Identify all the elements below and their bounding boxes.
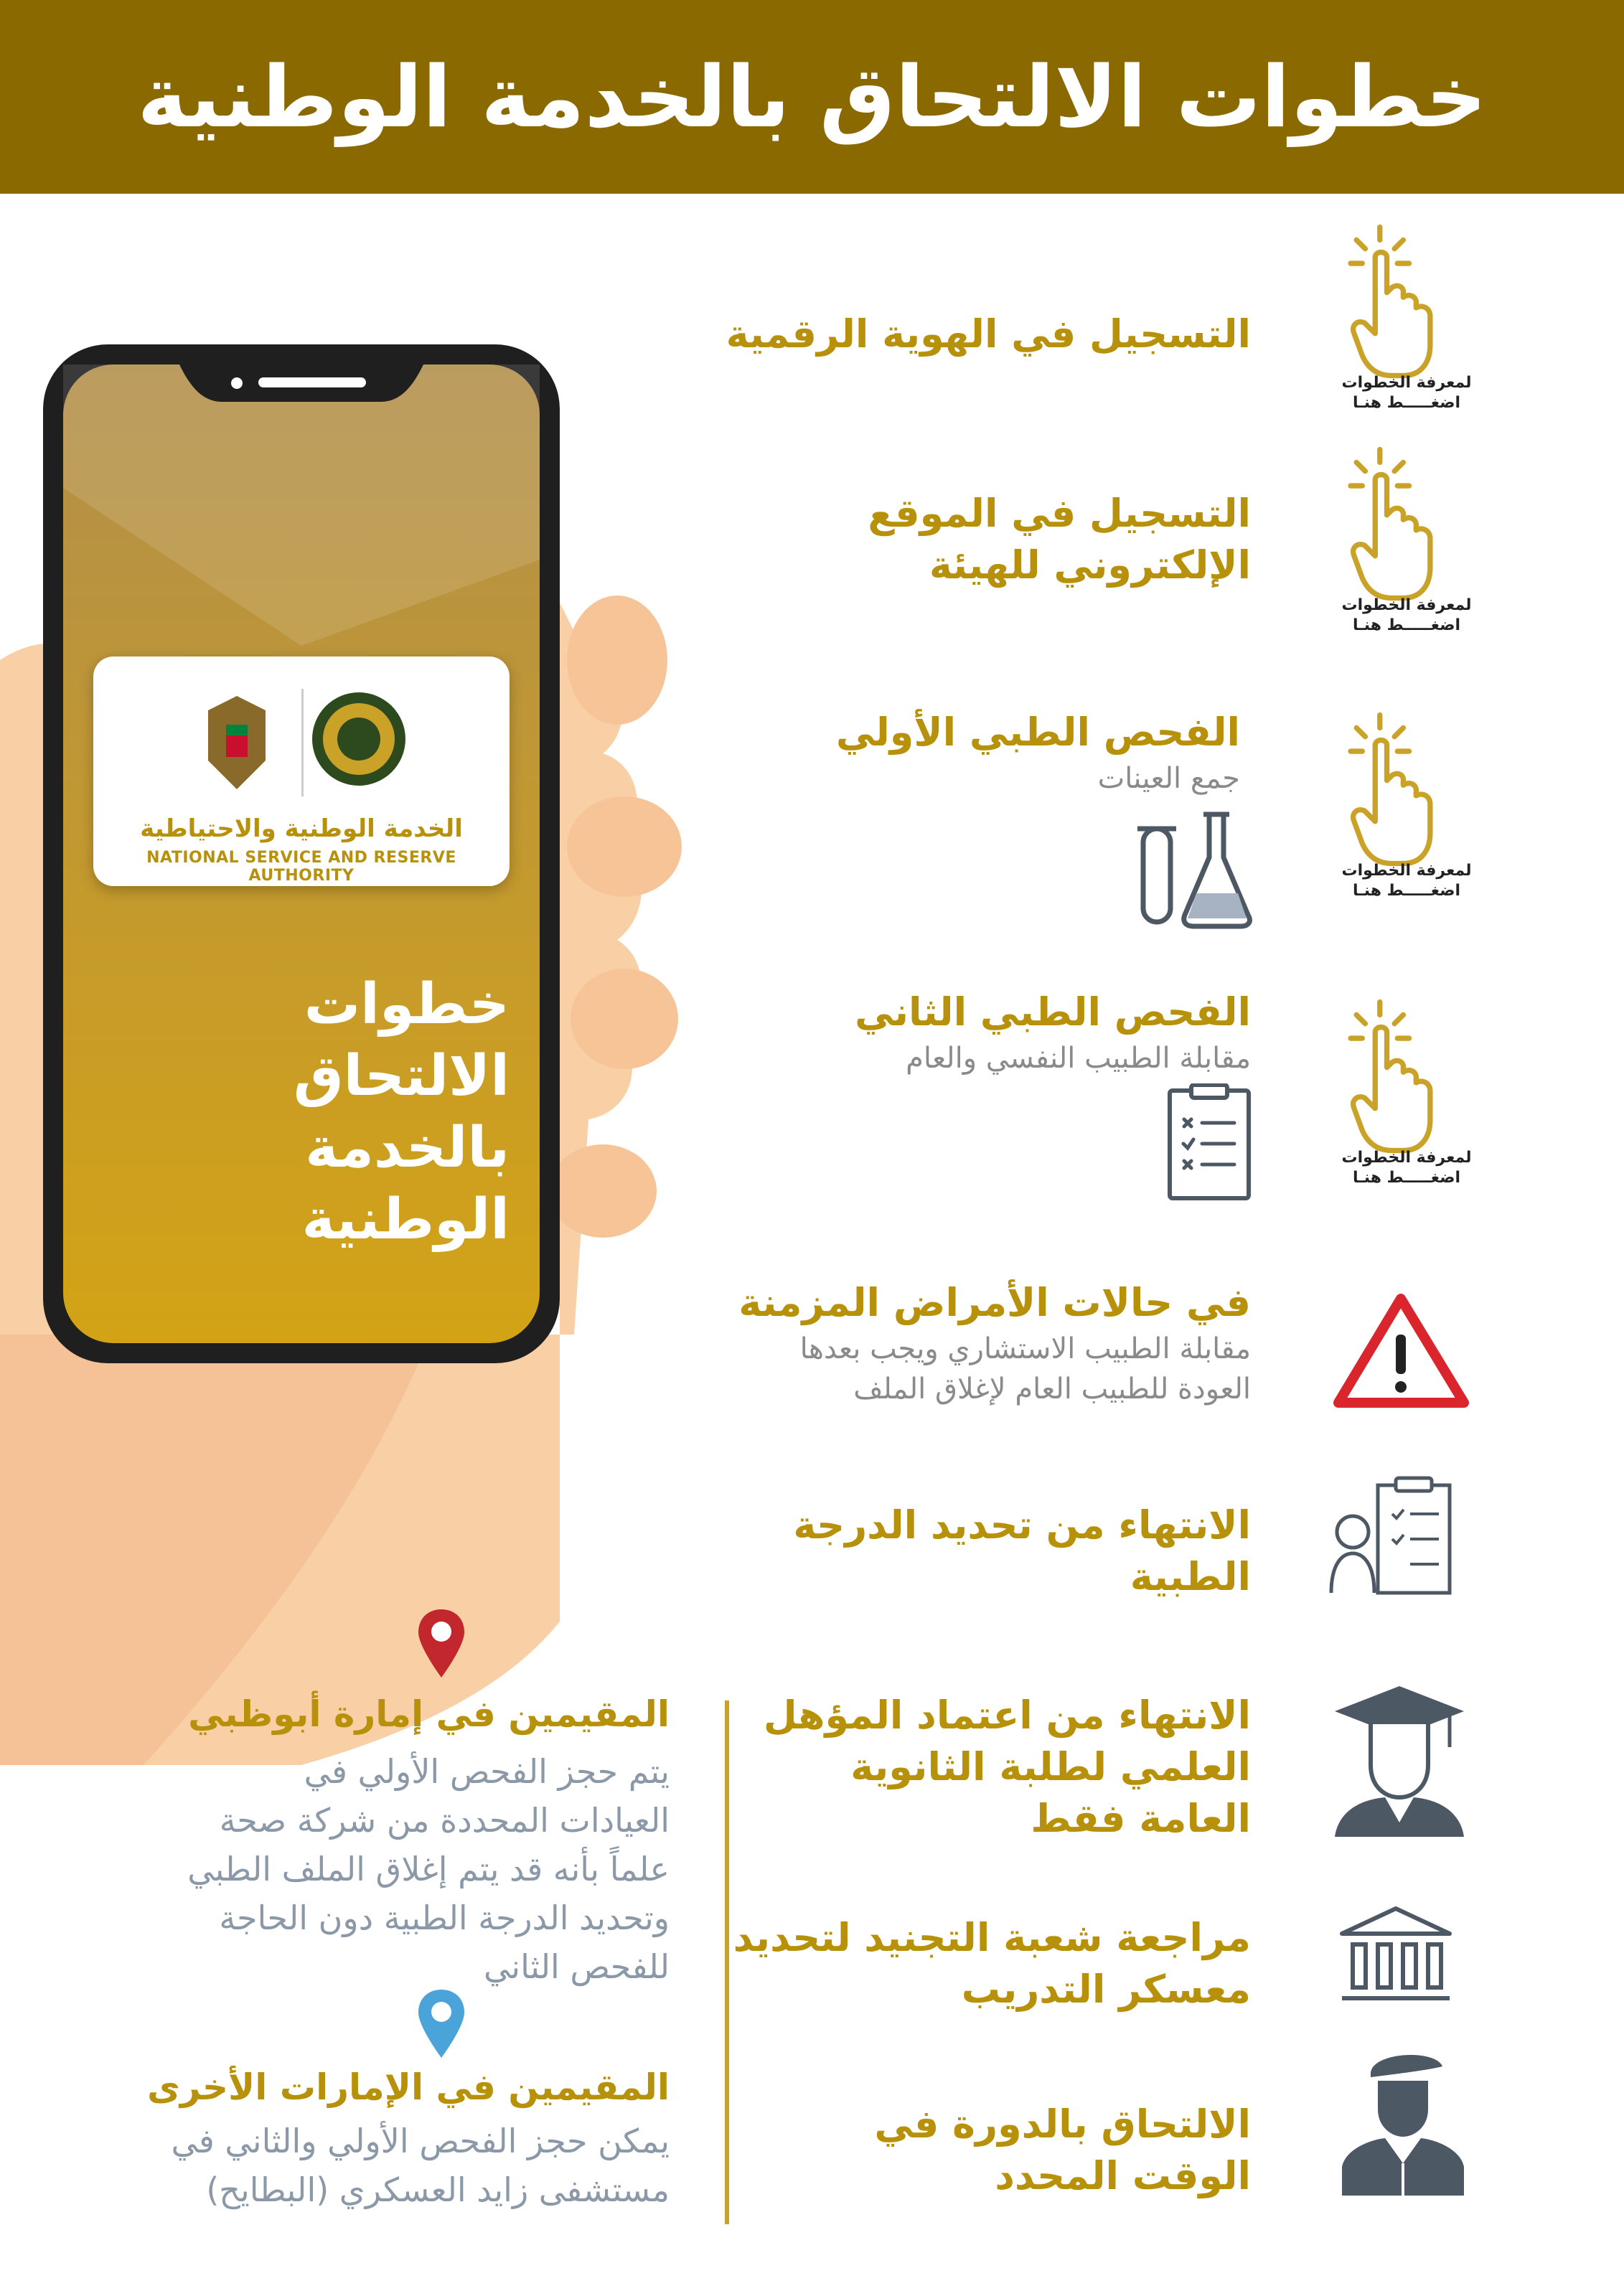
hand-click-icon[interactable] bbox=[1324, 222, 1453, 380]
click-hint[interactable]: لمعرفة الخطوات اضغـــــط هنـا bbox=[1341, 374, 1472, 412]
lab-flask-icon bbox=[1137, 807, 1252, 929]
graduate-icon bbox=[1331, 1679, 1468, 1837]
phone-screen-title: خطوات الالتحاق بالخدمة الوطنية bbox=[293, 972, 510, 1252]
abudhabi-title: المقيمين في إمارة أبوظبي bbox=[188, 1693, 670, 1735]
authority-name-ar: الخدمة الوطنية والاحتياطية bbox=[140, 814, 463, 843]
step-digital-id: التسجيل في الهوية الرقمية bbox=[726, 311, 1251, 357]
hand-click-icon[interactable] bbox=[1324, 445, 1453, 603]
authority-logo-card bbox=[93, 657, 510, 886]
click-hint[interactable]: لمعرفة الخطوات اضغـــــط هنـا bbox=[1341, 862, 1472, 900]
vertical-divider bbox=[725, 1700, 729, 2224]
step-website-registration: التسجيل في الموقع الإلكتروني للهيئة bbox=[868, 491, 1251, 588]
abudhabi-text: يتم حجز الفحص الأولي في العيادات المحددة من شركة صحة علماً بأنه قد يتم إغلاق الملف الطبي وتحديد الدرجة الطبية دون الحاجة للفحص الثاني bbox=[187, 1752, 670, 1986]
page-header bbox=[0, 0, 1624, 194]
click-hint[interactable]: لمعرفة الخطوات اضغـــــط هنـا bbox=[1341, 596, 1472, 634]
other-emirates-title: المقيمين في الإمارات الأخرى bbox=[147, 2066, 670, 2108]
location-pin-red-icon bbox=[416, 1607, 466, 1679]
other-emirates-text: يمكن حجز الفحص الأولي والثاني في مستشفى زايد العسكري (البطايح) bbox=[171, 2122, 670, 2209]
hand-click-icon[interactable] bbox=[1324, 710, 1453, 868]
click-hint[interactable]: لمعرفة الخطوات اضغـــــط هنـا bbox=[1341, 1149, 1472, 1187]
step-qualification-approval: الانتهاء من اعتماد المؤهل العلمي لطلبة الثانوية العامة فقط bbox=[763, 1693, 1251, 1841]
step-medical-grade: الانتهاء من تحديد الدرجة الطبية bbox=[793, 1502, 1251, 1599]
building-icon bbox=[1338, 1905, 1453, 2005]
page-title: خطوات الالتحاق بالخدمة الوطنية bbox=[137, 47, 1487, 146]
step-chronic-diseases: في حالات الأمراض المزمنة مقابلة الطبيب الاستشاري ويجب بعدها العودة للطبيب العام لإغلاق الملف bbox=[738, 1280, 1251, 1406]
checklist-icon bbox=[1166, 1083, 1252, 1202]
location-pin-blue-icon bbox=[416, 1987, 466, 2059]
authority-name-en: NATIONAL SERVICE AND RESERVE AUTHORITY bbox=[146, 849, 456, 885]
step-second-medical-exam: الفحص الطبي الثاني مقابلة الطبيب النفسي والعام bbox=[855, 989, 1251, 1075]
authority-emblem-icon bbox=[194, 682, 409, 804]
soldier-icon bbox=[1342, 2045, 1464, 2196]
person-clipboard-icon bbox=[1328, 1471, 1457, 1600]
step-initial-medical-exam: الفحص الطبي الأولي جمع العينات bbox=[835, 710, 1240, 795]
step-join-course: الالتحاق بالدورة في الوقت المحدد bbox=[874, 2102, 1251, 2198]
step-recruitment-branch: مراجعة شعبة التجنيد لتحديد معسكر التدريب bbox=[733, 1915, 1251, 2012]
hand-click-icon[interactable] bbox=[1324, 997, 1453, 1155]
warning-icon bbox=[1331, 1292, 1471, 1410]
